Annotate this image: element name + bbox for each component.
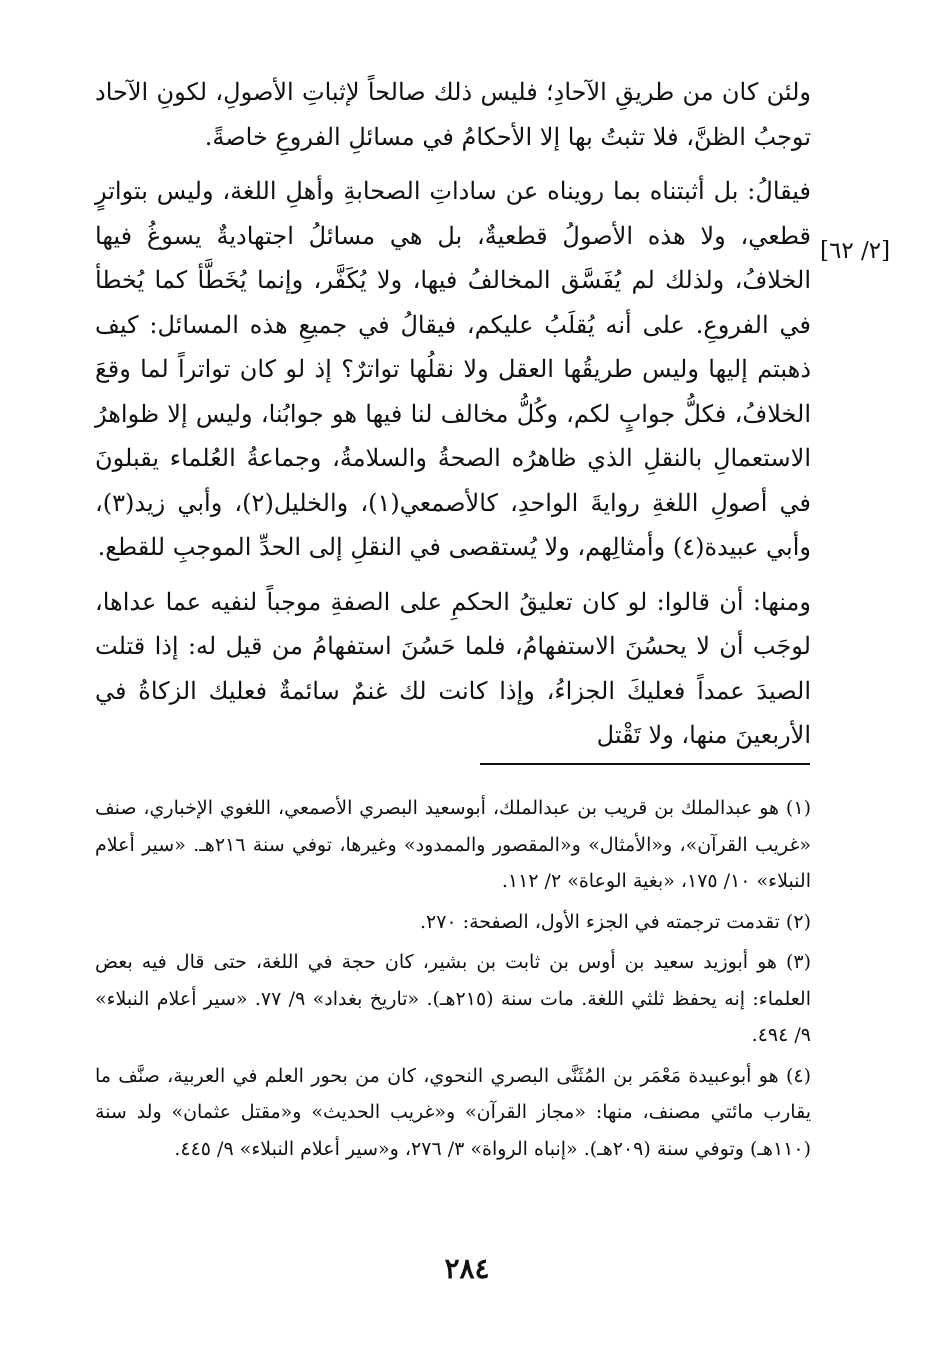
footnote-3: (٣) هو أبوزيد سعيد بن أوس بن ثابت بن بشير، كان حجة في اللغة، حتى قال فيه بعض العلماء: إنه يحفظ ثلثي اللغة. مات سنة (٢١٥هـ). «تاريخ بغداد» ٩/ ٧٧. «سير أعلام النبلاء» ٩/ ٤٩٤.: [95, 951, 811, 1046]
page-number: ٢٨٤: [444, 1252, 490, 1285]
footnote-divider: [480, 763, 810, 765]
paragraph-1: ولئن كان من طريقِ الآحادِ؛ فليس ذلك صالحاً لإثباتِ الأصولِ، لكونِ الآحاد توجبُ الظنَّ، فلا تثبتُ بها إلا الأحكامُ في مسائلِ الفروعِ خاصةً.: [95, 78, 811, 151]
footnote-4: (٤) هو أبوعبيدة مَعْمَر بن المُثَنَّى البصري النحوي، كان من بحور العلم في العربية، صنَّف ما يقارب مائتي مصنف، منها: «مجاز القرآن» و«غريب الحديث» و«مقتل عثمان» ولد سنة (١١٠هـ) وتوفي سنة (٢٠٩هـ). «إنباه الرواة» ٣/ ٢٧٦، و«سير أعلام النبلاء» ٩/ ٤٤٥.: [95, 1064, 811, 1160]
paragraph-2: فيقالُ: بل أثبتناه بما رويناه عن ساداتِ الصحابةِ وأهلِ اللغة، وليس بتواترٍ قطعي، ولا هذه الأصولُ قطعيةٌ، بل هي مسائلُ اجتهاديةٌ يسوغُ فيها الخلافُ، ولذلك لم يُفَسَّق المخالفُ فيها، ولا يُكَفَّر، وإنما يُخَطَّأ كما يُخطأ في الفروعِ. على أنه يُقلَبُ عليكم، فيقالُ في جميعِ هذه المسائل: كيف ذهبتم إليها وليس طريقُها العقل ولا نقلُها تواترٌ؟ إذ لو كان تواتراً لما وقعَ الخلافُ، فكلُّ جوابٍ لكم، وكُلُّ مخالف لنا فيها هو جوابُنا، وليس إلا ظواهرُ الاستعمالِ بالنقلِ الذي ظاهرُه الصحةُ والسلامةُ، وجماعةُ العُلماء يقبلونَ في أصولِ اللغةِ روايةَ الواحدِ، كالأصمعي(١)، والخليل(٢)، وأبي زيد(٣)، وأبي عبيدة(٤) وأمثالِهم، ولا يُستقصى في النقلِ إلى الحدِّ الموجبِ للقطع.: [95, 177, 811, 561]
main-text: [95, 70, 811, 768]
paragraph-3: ومنها: أن قالوا: لو كان تعليقُ الحكمِ على الصفةِ موجباً لنفيه عما عداها، لوجَب أن لا يحسُنَ الاستفهامُ، فلما حَسُنَ استفهامُ من قيل له: إذا قتلت الصيدَ عمداً فعليكَ الجزاءُ، وإذا كانت لك غنمٌ سائمةٌ فعليك الزكاةُ في الأربعينَ منها، ولا تَقْتل: [95, 587, 811, 749]
footnote-1: (١) هو عبدالملك بن قريب بن عبدالملك، أبوسعيد البصري الأصمعي، اللغوي الإخباري، صنف «غريب القرآن»، و«الأمثال» و«المقصور والممدود» وغيرها، توفي سنة ٢١٦هـ. «سير أعلام النبلاء» ١٠/ ١٧٥، «بغية الوعاة» ٢/ ١١٢.: [95, 797, 811, 892]
footnotes: [95, 790, 811, 1171]
margin-reference: [٢/ ٦٢]: [820, 238, 891, 264]
footnote-2: (٢) تقدمت ترجمته في الجزء الأول، الصفحة: ٢٧٠.: [419, 910, 811, 933]
